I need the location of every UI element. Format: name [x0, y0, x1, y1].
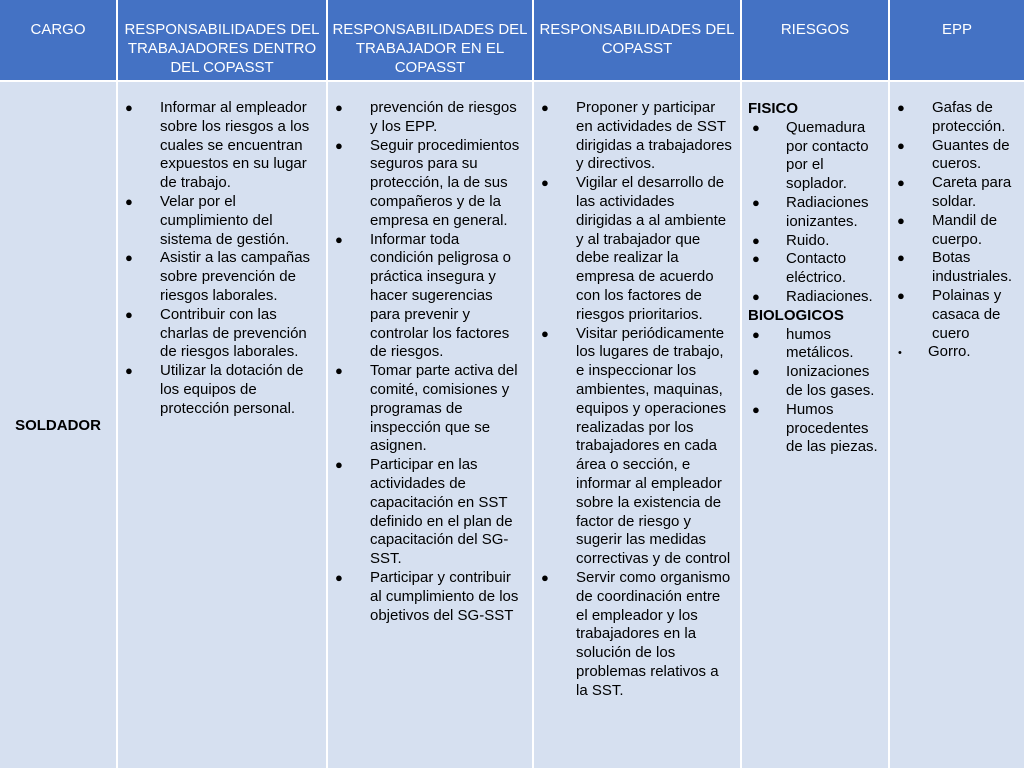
list-item: ● Ruido.	[752, 231, 830, 249]
list-item: ● Velar por el cumplimiento del sistema de gestión.	[125, 192, 290, 248]
header-resp-trabajadores-dentro: RESPONSABILIDADES DEL TRABAJADORES DENTRO DEL COPASST	[124, 21, 320, 76]
bullet-icon: ●	[125, 250, 133, 266]
fisico-heading: FISICO	[748, 100, 799, 117]
bullet-icon: ●	[125, 306, 133, 322]
bullet-icon: ●	[541, 100, 549, 115]
bullet-icon: ●	[752, 251, 760, 267]
bullet-icon: ●	[897, 250, 905, 266]
bullet-icon: ●	[125, 363, 133, 379]
bullet-icon: ●	[541, 325, 549, 341]
list-item: ● humos metálicos.	[752, 325, 854, 362]
cargo-cell: SOLDADOR	[15, 416, 101, 434]
list-item: ● Careta para soldar.	[897, 174, 1012, 210]
table-header	[0, 0, 1024, 80]
list-item: ● Seguir procedimientos seguros para su protección, la de sus compañeros y de la empresa en general.	[335, 136, 520, 229]
list-item: ● Utilizar la dotación de los equipos de protección personal.	[125, 362, 304, 417]
epp-cell	[890, 82, 1024, 362]
list-item: ● Quemadura por contacto por el soplador.	[752, 118, 869, 193]
list-item: ● Polainas y casaca de cuero	[897, 286, 1002, 342]
bullet-icon: ●	[897, 175, 905, 191]
list-item: ● Participar en las actividades de capacitación en SST definido en el plan de capacitación del SG-SST.	[335, 456, 513, 568]
header-epp: EPP	[941, 21, 972, 38]
header-riesgos: RIESGOS	[780, 21, 850, 38]
bullet-icon: ●	[335, 457, 343, 473]
list-item: ● Servir como organismo de coordinación entre el empleador y los trabajadores en la solución de los problemas relativos a la SST.	[541, 568, 731, 699]
list-item: ● Informar al empleador sobre los riesgos a los cuales se encuentran expuestos en su lugar de trabajo.	[125, 99, 310, 192]
bullet-icon: ●	[335, 363, 343, 379]
list-item: ● Radiaciones.	[752, 287, 873, 305]
list-item: ● Visitar periódicamente los lugares de trabajo, e inspeccionar los ambientes, maquinas, equipos y operaciones realizadas por los trabajadores en cada área o sección, e informar al empleador sobre la existencia de factor de riesgo y sugerir las medidas correctivas y de control	[541, 324, 731, 568]
list-item: ● Proponer y participar en actividades de SST dirigidas a trabajadores y directivos.	[541, 99, 732, 173]
bullet-icon: ●	[897, 212, 905, 228]
list-item: ● Radiaciones ionizantes.	[752, 193, 869, 230]
resp-trabajadores-dentro-cell	[118, 82, 324, 419]
bullet-icon: ●	[335, 100, 343, 115]
list-item: ● Botas industriales.	[897, 249, 1013, 286]
bullet-icon: ●	[125, 100, 133, 115]
header-cargo: CARGO	[30, 21, 86, 38]
list-item: ● Vigilar el desarrollo de las actividades dirigidas a al ambiente y al trabajador que debe realizar la empresa de acuerdo con los factores de riesgos prioritarios.	[541, 174, 727, 323]
list-item: ● Asistir a las campañas sobre prevención de riesgos laborales.	[125, 249, 311, 304]
bullet-icon: ●	[897, 287, 905, 303]
bullet-icon: ●	[752, 194, 760, 210]
header-resp-copasst: RESPONSABILIDADES DEL COPASST	[539, 21, 735, 57]
bullet-icon: ●	[335, 137, 343, 153]
header-resp-trabajador-en: RESPONSABILIDADES DEL TRABAJADOR EN EL COPASST	[332, 21, 528, 76]
list-item: ● Contacto eléctrico.	[752, 250, 847, 287]
bullet-icon: ●	[125, 193, 133, 209]
list-item: ● Mandil de cuerpo.	[897, 211, 998, 248]
biologicos-heading: BIOLOGICOS	[748, 306, 844, 324]
bullet-icon: ●	[752, 288, 760, 304]
riesgos-cell	[742, 82, 886, 457]
list-item: ● Tomar parte activa del comité, comisiones y programas de inspección que se asignen.	[335, 362, 518, 455]
list-item: ● prevención de riesgos y los EPP.	[335, 99, 517, 135]
bullet-icon: ●	[752, 326, 760, 342]
bullet-icon: ●	[752, 401, 760, 417]
bullet-icon: ●	[752, 232, 760, 248]
list-item: ● Ionizaciones de los gases.	[752, 363, 875, 399]
list-item: • Gorro.	[890, 343, 1020, 362]
bullet-icon: ●	[541, 569, 549, 585]
list-item: ● Gafas de protección.	[897, 99, 1006, 135]
bullet-icon: ●	[752, 364, 760, 380]
list-item: ● Participar y contribuir al cumplimiento de los objetivos del SG-SST	[335, 568, 519, 624]
bullet-icon: ●	[335, 569, 343, 585]
resp-copasst-cell	[534, 82, 738, 701]
bullet-icon: ●	[752, 119, 760, 135]
resp-trabajador-en-cell	[328, 82, 530, 625]
list-item: ● Guantes de cueros.	[897, 136, 1010, 173]
bullet-icon: •	[898, 347, 902, 360]
list-item: ● Contribuir con las charlas de prevención de riesgos laborales.	[125, 305, 307, 361]
list-item: ● Humos procedentes de las piezas.	[752, 400, 878, 456]
bullet-icon: ●	[897, 137, 905, 153]
bullet-icon: ●	[897, 100, 905, 115]
bullet-icon: ●	[335, 231, 343, 247]
bullet-icon: ●	[541, 175, 549, 191]
list-item: ● Informar toda condición peligrosa o práctica insegura y hacer sugerencias para prevenir y controlar los factores de riesgos.	[335, 230, 511, 361]
